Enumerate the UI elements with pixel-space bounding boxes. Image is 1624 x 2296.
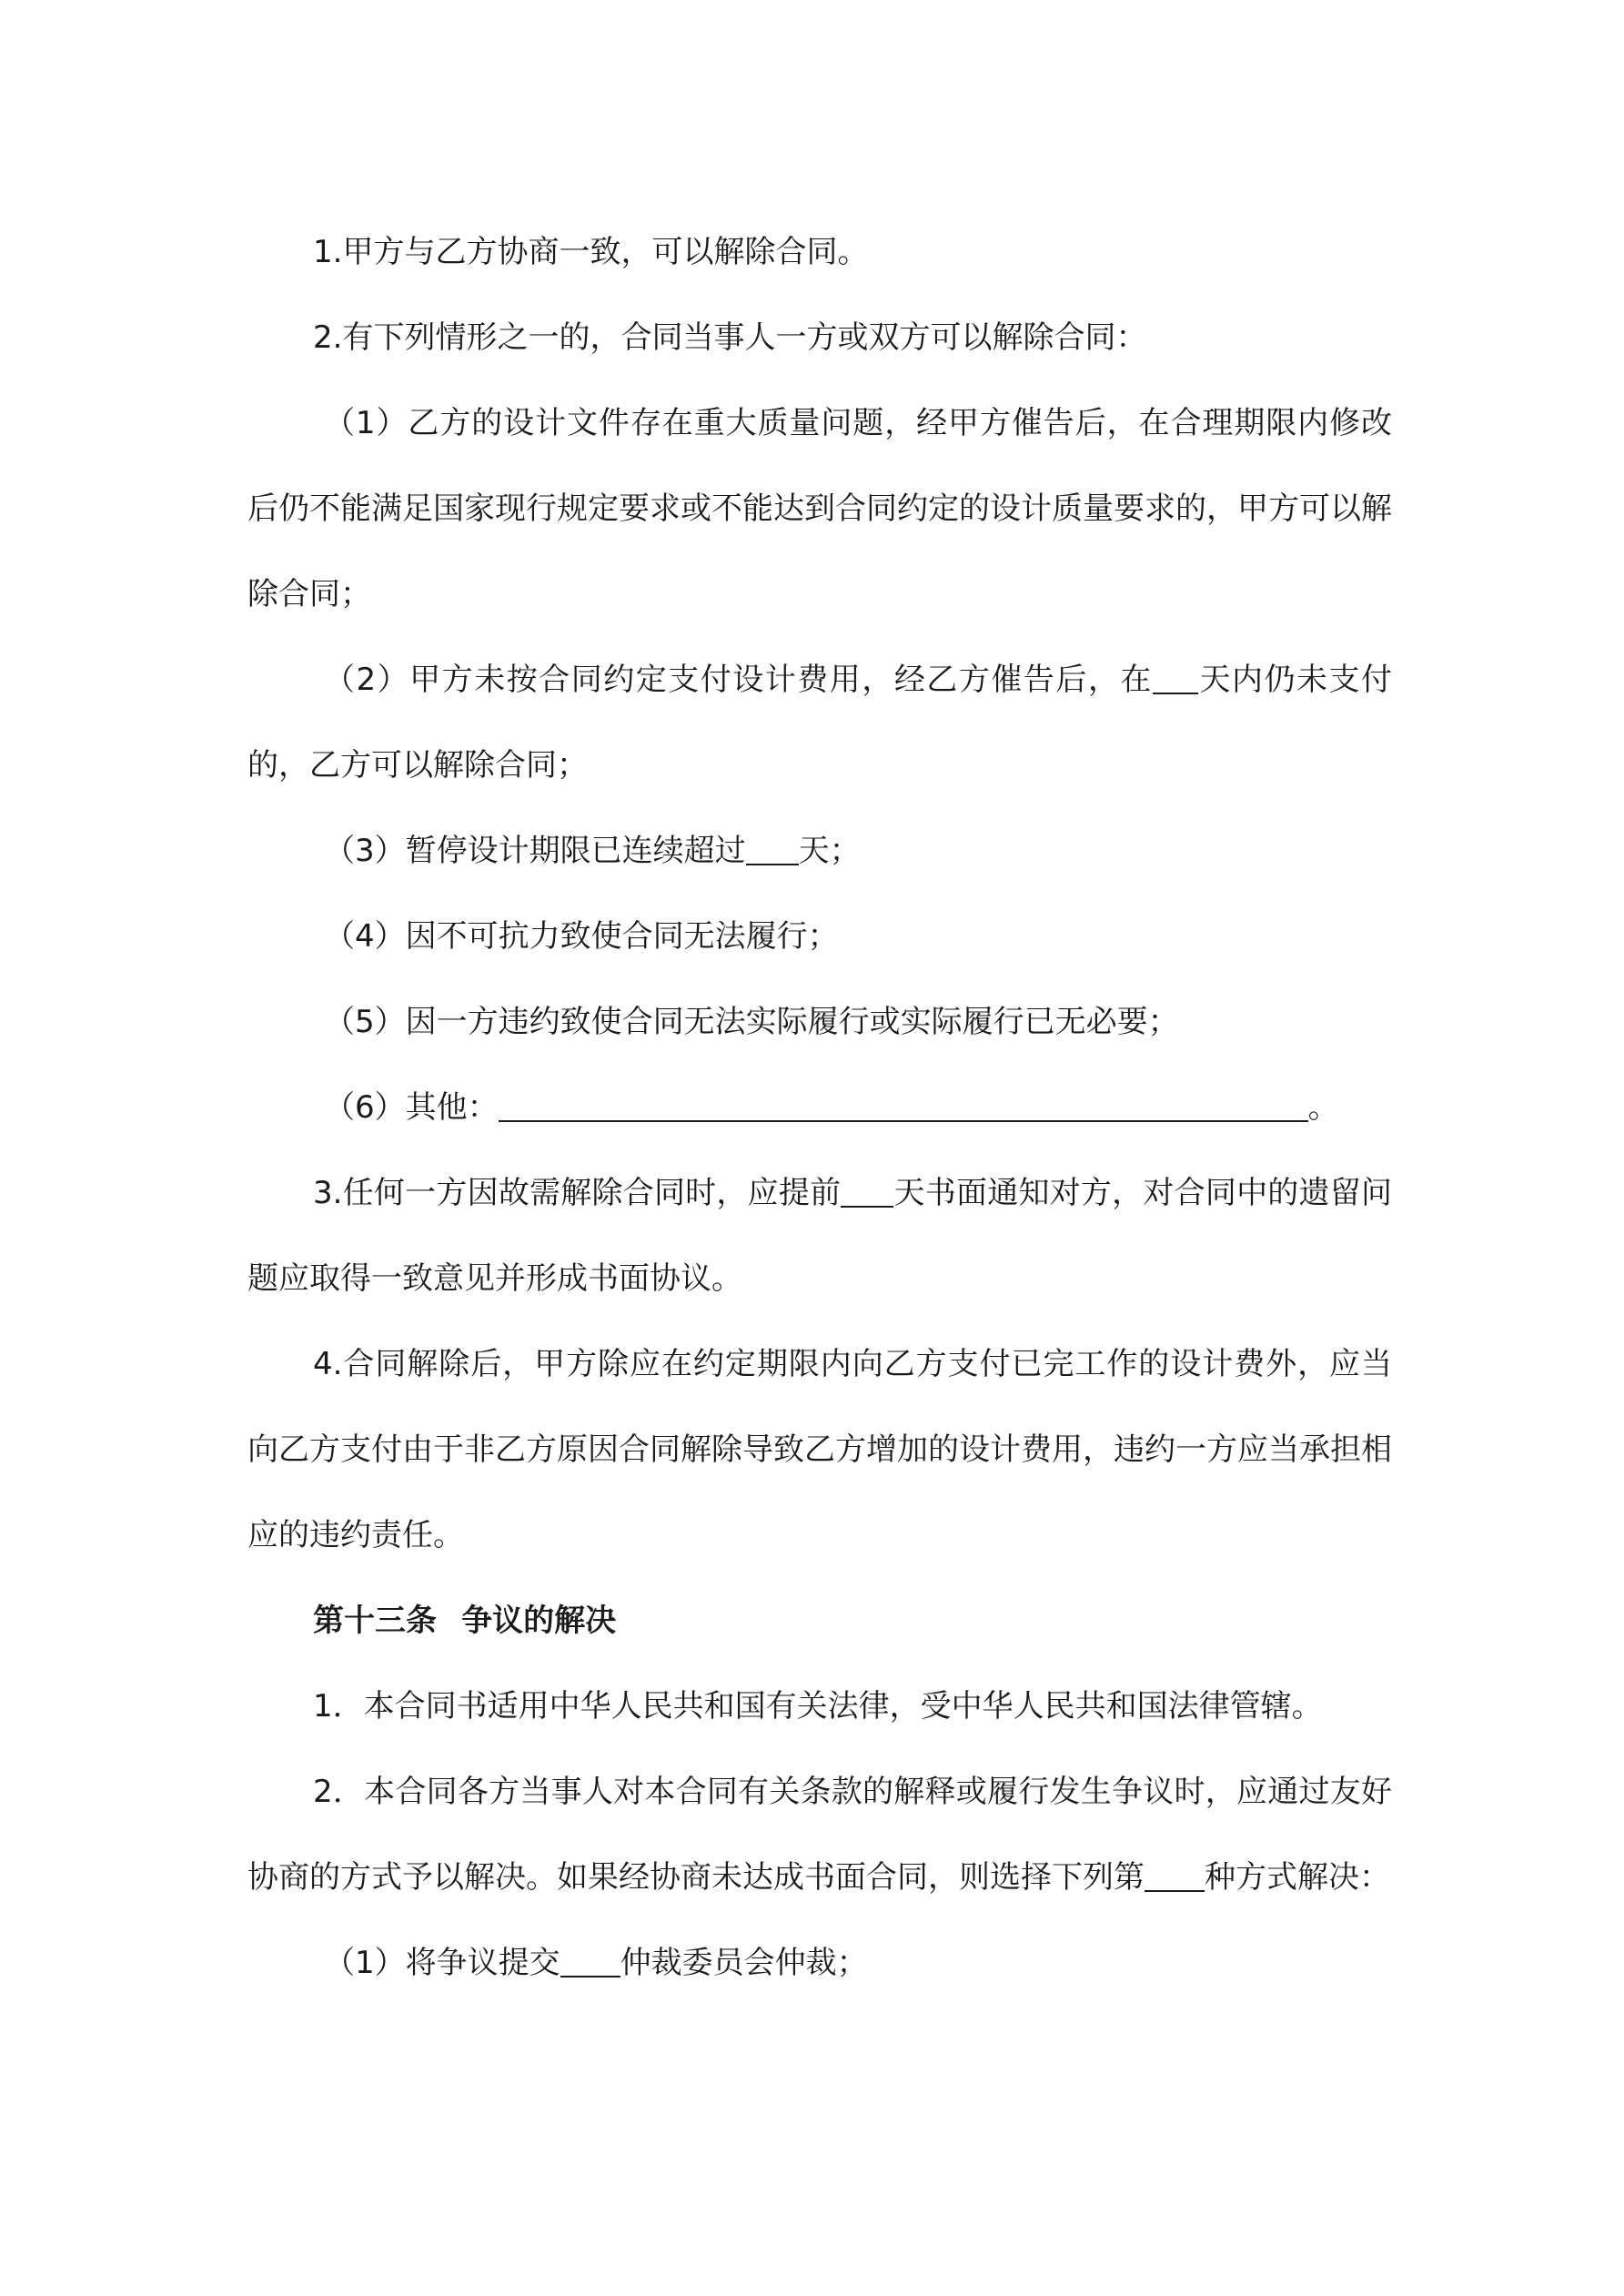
paragraph-text: （1）将争议提交 — [324, 1945, 560, 1981]
clause-item-1 — [247, 380, 1392, 637]
paragraph-text: 天内仍未支付的，乙方可以解除合同； — [247, 662, 1393, 784]
paragraph-text: （3）暂停设计期限已连续超过 — [324, 833, 746, 869]
clause-termination-3 — [247, 1150, 1392, 1321]
paragraph-text: 种方式解决： — [1205, 1859, 1390, 1896]
article-title: 争议的解决 — [461, 1603, 617, 1639]
paragraph-text: （4）因不可抗力致使合同无法履行； — [324, 918, 839, 955]
paragraph-text: 1.甲方与乙方协商一致，可以解除合同。 — [313, 234, 869, 270]
clause-termination-2 — [247, 295, 1392, 380]
paragraph-text: 4.合同解除后，甲方除应在约定期限内向乙方支付已完工作的设计费外，应当向乙方支付由于非乙方原因合同解除导致乙方增加的设计费用，违约一方应当承担相应的违约责任。 — [247, 1346, 1392, 1553]
paragraph-text: 2．本合同各方当事人对本合同有关条款的解释或履行发生争议时，应通过友好协商的方式予以解决。如果经协商未达成书面合同，则选择下列第 — [247, 1774, 1392, 1896]
clause-item-6 — [247, 1065, 1392, 1150]
paragraph-text: （5）因一方违约致使合同无法实际履行或实际履行已无必要； — [324, 1004, 1179, 1040]
fill-blank[interactable] — [746, 833, 799, 865]
paragraph-text: 仲裁委员会仲裁； — [620, 1945, 868, 1981]
paragraph-text: （1）乙方的设计文件存在重大质量问题，经甲方催告后，在合理期限内修改后仍不能满足国家现行规定要求或不能达到合同约定的设计质量要求的，甲方可以解除合同； — [247, 405, 1392, 612]
paragraph-text: 1．本合同书适用中华人民共和国有关法律，受中华人民共和国法律管辖。 — [313, 1688, 1323, 1725]
paragraph-text: （6）其他： — [324, 1089, 499, 1126]
clause-dispute-1 — [247, 1664, 1392, 1749]
paragraph-text: 2.有下列情形之一的，合同当事人一方或双方可以解除合同： — [313, 319, 1147, 356]
clause-item-3 — [247, 808, 1392, 894]
clause-item-4 — [247, 894, 1392, 979]
paragraph-text: 3.任何一方因故需解除合同时，应提前 — [313, 1175, 842, 1211]
fill-blank[interactable] — [560, 1945, 620, 1977]
paragraph-text: 。 — [1307, 1089, 1339, 1126]
clause-termination-1 — [247, 209, 1392, 295]
clause-item-2 — [247, 637, 1392, 808]
clause-termination-4 — [247, 1321, 1392, 1578]
paragraph-text: 天； — [798, 833, 861, 869]
fill-blank[interactable] — [841, 1175, 893, 1208]
clause-item-5 — [247, 979, 1392, 1065]
fill-blank[interactable] — [1153, 662, 1198, 694]
section-heading — [247, 1578, 1392, 1664]
article-number: 第十三条 — [313, 1603, 437, 1639]
clause-dispute-2 — [247, 1749, 1392, 1920]
document-body — [247, 209, 1392, 2006]
paragraph-text: （2）甲方未按合同约定支付设计费用，经乙方催告后，在 — [324, 662, 1153, 698]
fill-blank[interactable] — [1145, 1859, 1205, 1892]
clause-dispute-item-1 — [247, 1920, 1392, 2006]
paragraph-text: 天书面通知对方，对合同中的遗留问题应取得一致意见并形成书面协议。 — [247, 1175, 1392, 1297]
fill-blank-long[interactable] — [499, 1089, 1308, 1122]
